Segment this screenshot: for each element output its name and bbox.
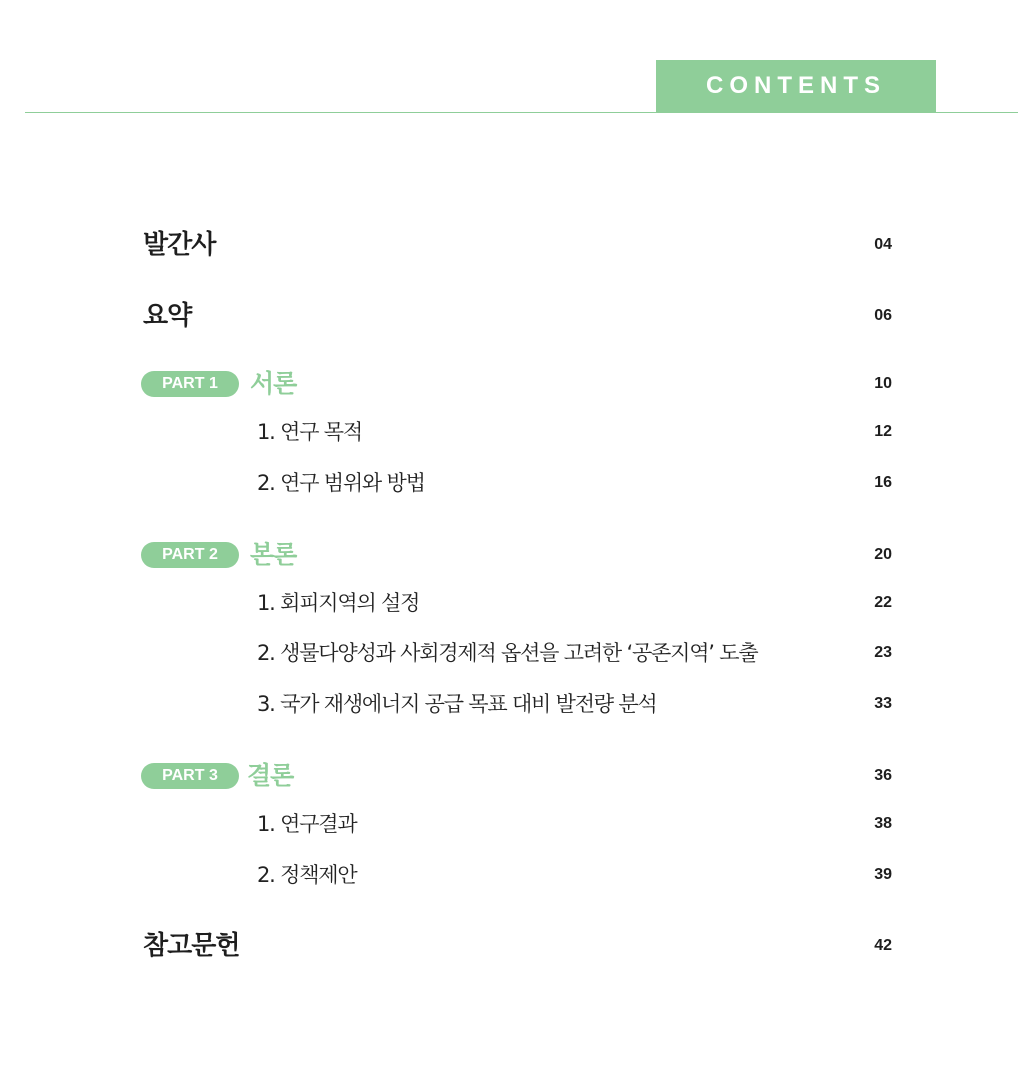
toc-subentry[interactable]: [0, 684, 1018, 724]
toc-page-number: 36: [874, 767, 892, 784]
toc-page-number: 42: [874, 937, 892, 954]
toc-page-number: 33: [874, 695, 892, 712]
toc-page-number: 38: [874, 815, 892, 832]
part-title: 본론: [250, 540, 297, 569]
toc-page-number: 06: [874, 307, 892, 324]
toc-page-number: 20: [874, 546, 892, 563]
toc-title: 요약: [143, 301, 192, 331]
toc-part-3[interactable]: [0, 756, 1018, 796]
toc-subentry-title: 2. 생물다양성과 사회경제적 옵션을 고려한 ‘공존지역’ 도출: [257, 641, 758, 665]
toc-part-2[interactable]: [0, 535, 1018, 575]
toc-part-1[interactable]: [0, 364, 1018, 404]
contents-header: CONTENTS: [656, 60, 936, 112]
header-rule: [25, 112, 1018, 113]
toc-entry-references[interactable]: [0, 926, 1018, 966]
part-badge: PART 2: [141, 542, 239, 568]
toc-page-number: 12: [874, 423, 892, 440]
toc-page-number: 04: [874, 236, 892, 253]
toc-entry-preface[interactable]: [0, 225, 1018, 265]
toc-page-number: 23: [874, 644, 892, 661]
part-title: 서론: [250, 369, 297, 398]
toc-subentry-title: 2. 연구 범위와 방법: [257, 471, 425, 495]
toc-subentry[interactable]: [0, 633, 1018, 673]
toc-subentry[interactable]: [0, 855, 1018, 895]
toc-subentry-title: 3. 국가 재생에너지 공급 목표 대비 발전량 분석: [257, 692, 657, 716]
toc-title: 발간사: [143, 230, 216, 260]
toc-subentry-title: 1. 회피지역의 설정: [257, 591, 420, 615]
toc-subentry-title: 2. 정책제안: [257, 863, 357, 887]
toc-subentry[interactable]: [0, 412, 1018, 452]
toc-page-number: 10: [874, 375, 892, 392]
toc-entry-summary[interactable]: [0, 296, 1018, 336]
toc-subentry-title: 1. 연구결과: [257, 812, 357, 836]
toc-page-number: 39: [874, 866, 892, 883]
toc-subentry[interactable]: [0, 463, 1018, 503]
toc-title: 참고문헌: [143, 931, 240, 961]
toc-subentry[interactable]: [0, 804, 1018, 844]
part-badge: PART 3: [141, 763, 239, 789]
toc-page-number: 16: [874, 474, 892, 491]
toc-subentry-title: 1. 연구 목적: [257, 420, 362, 444]
toc-subentry[interactable]: [0, 583, 1018, 623]
part-badge: PART 1: [141, 371, 239, 397]
toc-page-number: 22: [874, 594, 892, 611]
part-title: 결론: [247, 761, 294, 790]
